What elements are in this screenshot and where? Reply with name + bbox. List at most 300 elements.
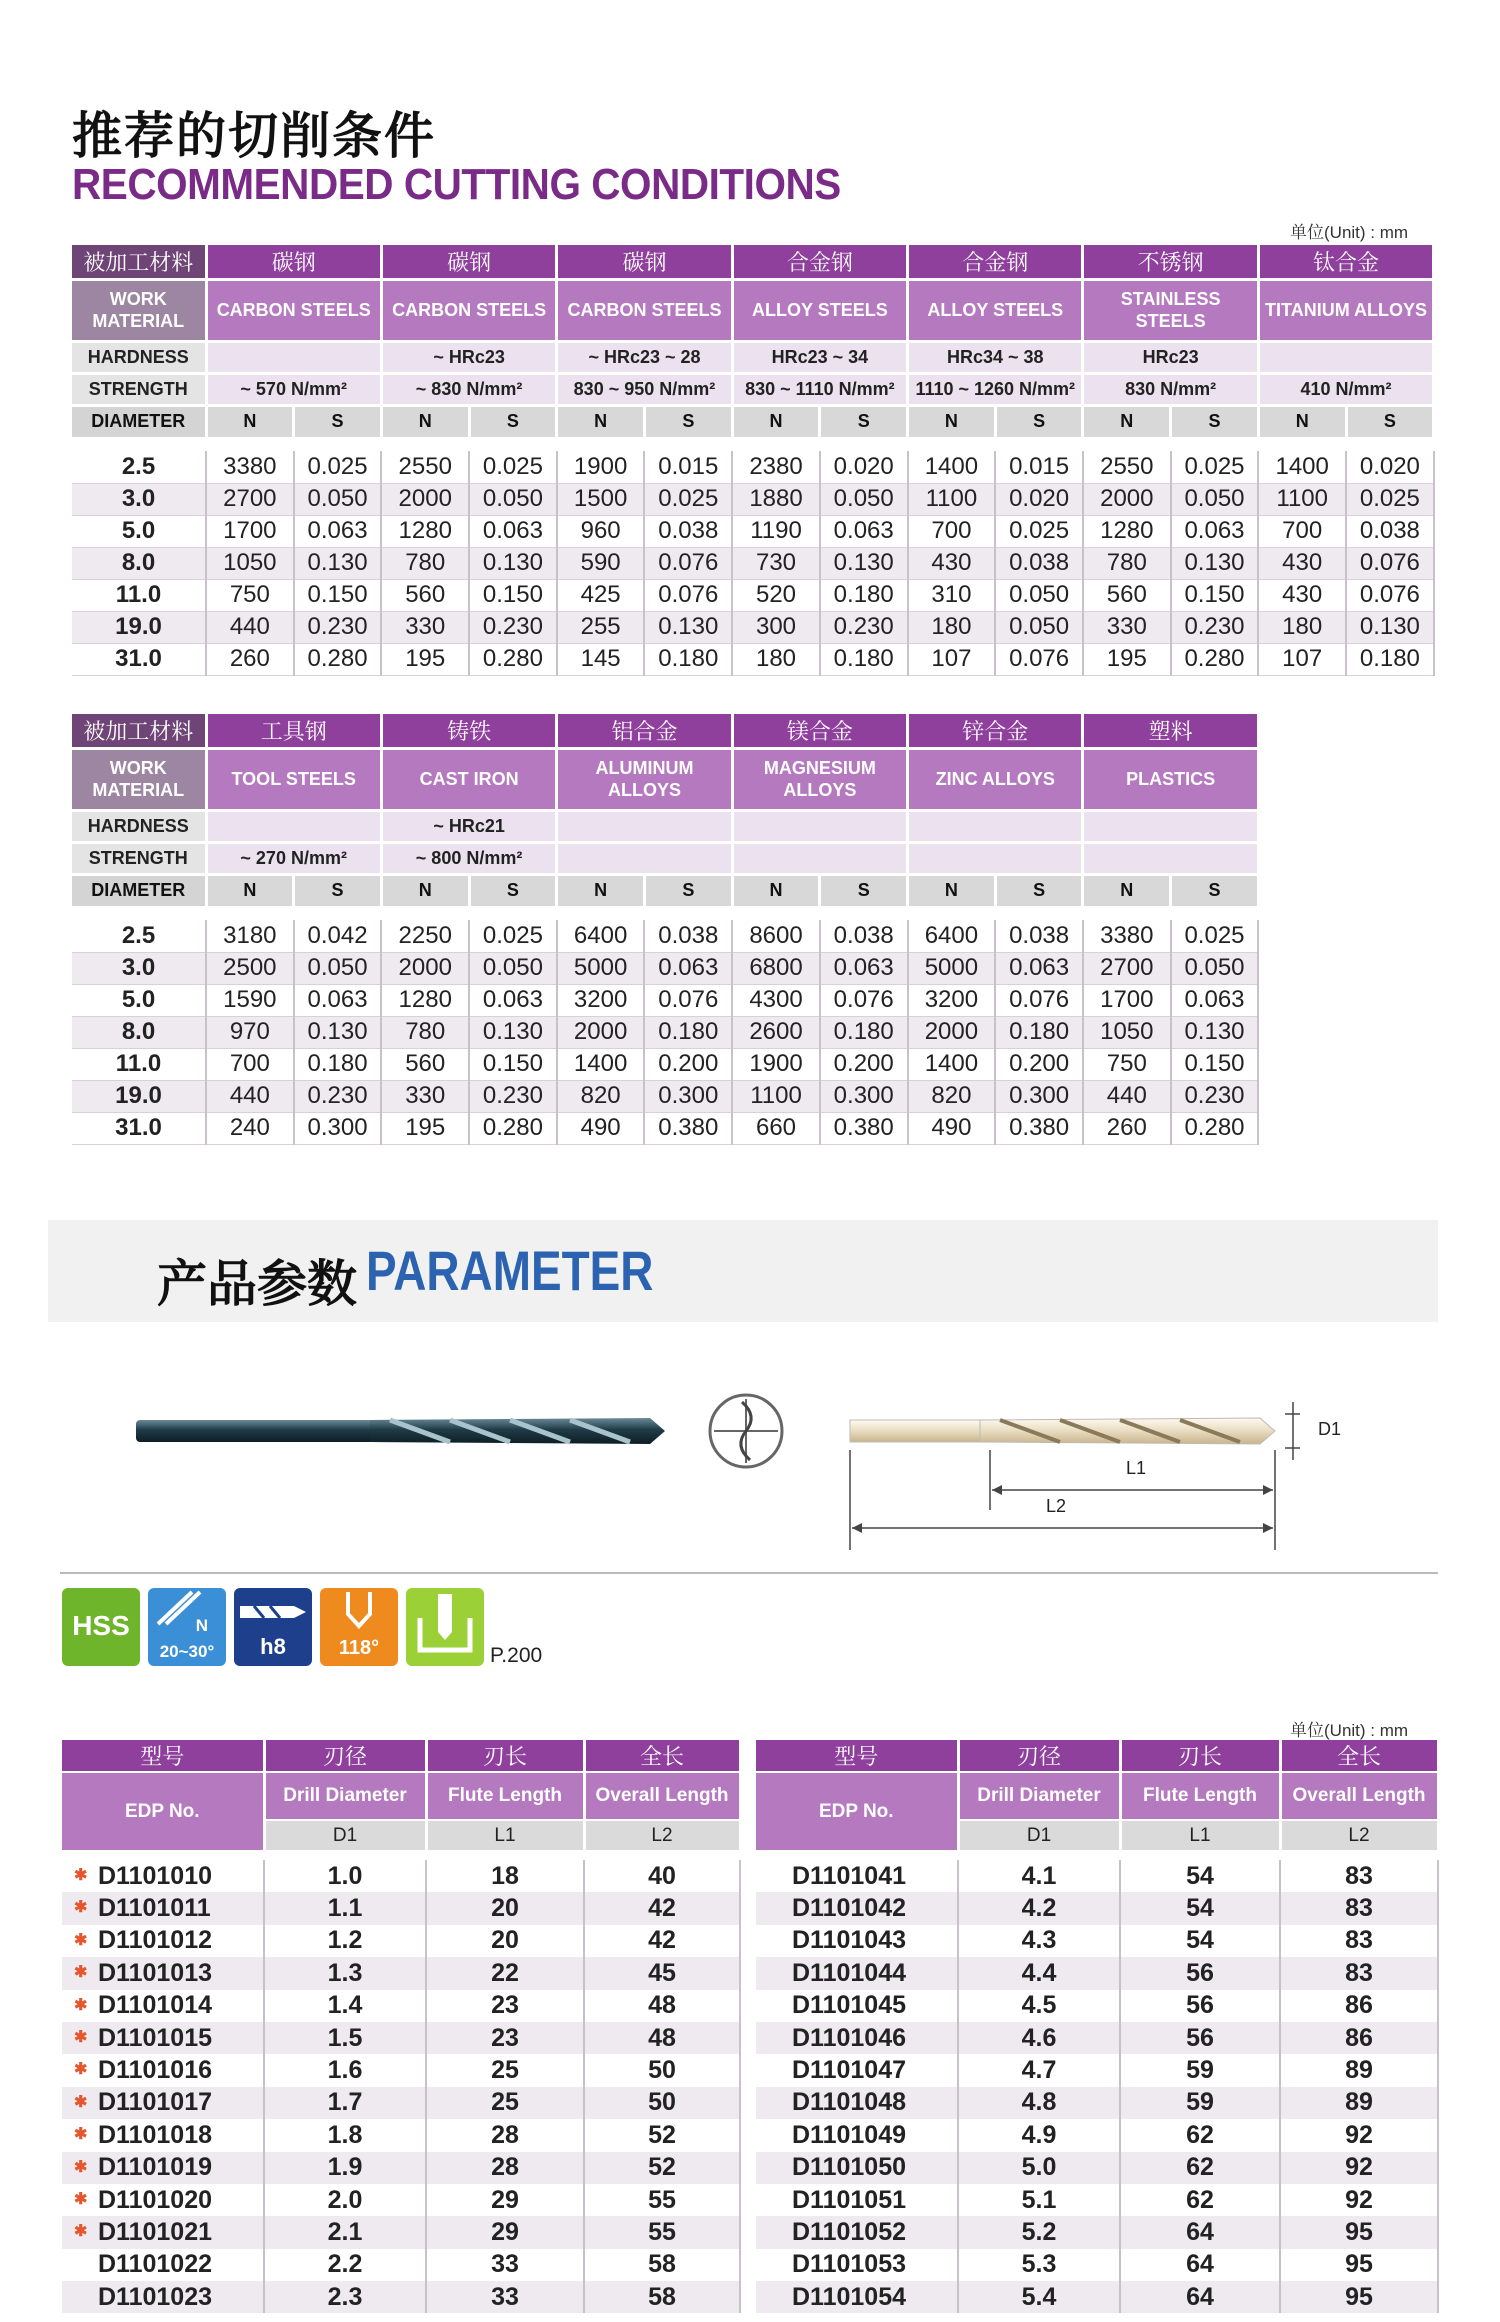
speed-value: 520 bbox=[732, 579, 820, 611]
s-header: S bbox=[644, 405, 732, 437]
material-en: CARBON STEELS bbox=[206, 279, 381, 341]
feed-value: 0.150 bbox=[1171, 579, 1259, 611]
diameter-value: 8.0 bbox=[72, 547, 206, 579]
stock-star-icon: ✱ bbox=[74, 2061, 88, 2079]
data-row bbox=[72, 984, 1258, 1016]
speed-value: 1050 bbox=[206, 547, 294, 579]
flute-length: 28 bbox=[426, 2119, 584, 2151]
speed-value: 195 bbox=[1083, 643, 1171, 675]
feed-value: 0.280 bbox=[1171, 643, 1259, 675]
stock-star-icon: ✱ bbox=[74, 2190, 88, 2208]
feed-value: 0.230 bbox=[294, 1080, 382, 1112]
speed-value: 260 bbox=[1083, 1112, 1171, 1144]
header-model_zh: 型号 bbox=[756, 1740, 958, 1772]
speed-value: 820 bbox=[908, 1080, 996, 1112]
flute-length: 23 bbox=[426, 2022, 584, 2054]
diameter-value: 3.0 bbox=[72, 483, 206, 515]
edp-number: D1101015 bbox=[98, 2023, 213, 2052]
feed-value: 0.130 bbox=[294, 1016, 382, 1048]
overall-length: 83 bbox=[1280, 1957, 1438, 1989]
feed-value: 0.063 bbox=[1171, 984, 1259, 1016]
material-zh: 铝合金 bbox=[557, 714, 732, 748]
edp-number: D1101019 bbox=[98, 2153, 213, 2182]
n-header: N bbox=[1083, 874, 1171, 906]
unit-label-2: 单位(Unit) : mm bbox=[1290, 1721, 1409, 1740]
header-overall_sym: L2 bbox=[1280, 1820, 1438, 1850]
speed-value: 590 bbox=[557, 547, 645, 579]
helix-n-label: N bbox=[195, 1616, 208, 1635]
drill-diameter: 4.2 bbox=[958, 1892, 1120, 1924]
material-en: CARBON STEELS bbox=[557, 279, 732, 341]
speed-value: 1700 bbox=[1083, 984, 1171, 1016]
edp-cell bbox=[62, 2054, 264, 2086]
material-zh: 合金钢 bbox=[732, 245, 907, 279]
feed-value: 0.230 bbox=[469, 611, 557, 643]
hardness-label: HARDNESS bbox=[72, 810, 206, 842]
header-edp: EDP No. bbox=[756, 1772, 958, 1850]
speed-value: 2000 bbox=[908, 1016, 996, 1048]
s-header: S bbox=[820, 874, 908, 906]
stock-star-icon: ✱ bbox=[74, 2223, 88, 2241]
feed-value: 0.050 bbox=[820, 483, 908, 515]
product-row bbox=[756, 1860, 1438, 1892]
feed-value: 0.076 bbox=[1346, 579, 1434, 611]
edp-number: D1101018 bbox=[98, 2120, 213, 2149]
header-zh-row bbox=[72, 714, 1258, 748]
feed-value: 0.063 bbox=[469, 984, 557, 1016]
s-header: S bbox=[469, 405, 557, 437]
speed-value: 440 bbox=[206, 611, 294, 643]
edp-number: D1101052 bbox=[792, 2217, 907, 2246]
product-row bbox=[62, 2152, 740, 2184]
overall-length: 83 bbox=[1280, 1925, 1438, 1957]
feed-value: 0.280 bbox=[1171, 1112, 1259, 1144]
speed-value: 240 bbox=[206, 1112, 294, 1144]
flute-length: 56 bbox=[1120, 1957, 1280, 1989]
edp-number: D1101010 bbox=[98, 1861, 213, 1890]
divider bbox=[60, 1572, 1438, 1574]
speed-value: 260 bbox=[206, 643, 294, 675]
hss-badge bbox=[62, 1588, 140, 1666]
feed-value: 0.230 bbox=[294, 611, 382, 643]
flute-length: 64 bbox=[1120, 2216, 1280, 2248]
product-row bbox=[62, 1990, 740, 2022]
overall-length: 83 bbox=[1280, 1892, 1438, 1924]
feed-value: 0.038 bbox=[644, 920, 732, 952]
feed-value: 0.230 bbox=[820, 611, 908, 643]
feed-value: 0.180 bbox=[820, 579, 908, 611]
edp-cell bbox=[756, 2249, 958, 2281]
header-edp: EDP No. bbox=[62, 1772, 264, 1850]
edp-cell bbox=[756, 1860, 958, 1892]
feed-value: 0.200 bbox=[644, 1048, 732, 1080]
speed-value: 2700 bbox=[206, 483, 294, 515]
drill-diameter: 1.2 bbox=[264, 1925, 426, 1957]
flute-length: 54 bbox=[1120, 1925, 1280, 1957]
drill-diameter: 5.3 bbox=[958, 2249, 1120, 2281]
drill-diagram bbox=[130, 1380, 1330, 1550]
unit-label: 单位(Unit) : mm bbox=[1290, 223, 1409, 242]
drill-tip-icon bbox=[710, 1395, 782, 1467]
header-flute_en: Flute Length bbox=[1120, 1772, 1280, 1820]
header-flute_zh: 刃长 bbox=[426, 1740, 584, 1772]
edp-cell bbox=[62, 2022, 264, 2054]
speed-value: 2500 bbox=[206, 952, 294, 984]
feed-value: 0.280 bbox=[294, 643, 382, 675]
diameter-value: 8.0 bbox=[72, 1016, 206, 1048]
edp-number: D1101042 bbox=[792, 1894, 907, 1923]
header-dia_en: Drill Diameter bbox=[264, 1772, 426, 1820]
feed-value: 0.063 bbox=[820, 515, 908, 547]
feed-value: 0.280 bbox=[469, 643, 557, 675]
flute-length: 29 bbox=[426, 2216, 584, 2248]
feed-value: 0.130 bbox=[1346, 611, 1434, 643]
n-header: N bbox=[557, 405, 645, 437]
cutting-table-1 bbox=[72, 245, 1435, 676]
feed-value: 0.180 bbox=[294, 1048, 382, 1080]
speed-value: 430 bbox=[908, 547, 996, 579]
speed-value: 1280 bbox=[381, 984, 469, 1016]
feed-value: 0.050 bbox=[469, 483, 557, 515]
speed-value: 1100 bbox=[1258, 483, 1346, 515]
flute-length: 29 bbox=[426, 2184, 584, 2216]
feed-value: 0.050 bbox=[469, 952, 557, 984]
edp-number: D1101051 bbox=[792, 2185, 907, 2214]
feed-value: 0.130 bbox=[469, 1016, 557, 1048]
speed-value: 255 bbox=[557, 611, 645, 643]
speed-value: 2000 bbox=[1083, 483, 1171, 515]
feed-value: 0.130 bbox=[294, 547, 382, 579]
speed-value: 1400 bbox=[1258, 451, 1346, 483]
drill-diameter: 5.2 bbox=[958, 2216, 1120, 2248]
speed-value: 1190 bbox=[732, 515, 820, 547]
drill-diameter: 4.3 bbox=[958, 1925, 1120, 1957]
speed-value: 1900 bbox=[732, 1048, 820, 1080]
speed-value: 820 bbox=[557, 1080, 645, 1112]
speed-value: 2000 bbox=[557, 1016, 645, 1048]
product-row bbox=[62, 1925, 740, 1957]
product-row bbox=[62, 1957, 740, 1989]
material-en: ALLOY STEELS bbox=[908, 279, 1083, 341]
feed-value: 0.150 bbox=[294, 579, 382, 611]
cutting-table-2 bbox=[72, 714, 1260, 1145]
spacer-row bbox=[756, 1850, 1438, 1860]
material-en: ZINC ALLOYS bbox=[908, 748, 1083, 810]
product-row bbox=[62, 2087, 740, 2119]
edp-cell bbox=[62, 2281, 264, 2313]
speed-value: 6400 bbox=[557, 920, 645, 952]
diameter-value: 3.0 bbox=[72, 952, 206, 984]
drill-diameter: 4.7 bbox=[958, 2054, 1120, 2086]
data-row bbox=[72, 952, 1258, 984]
edp-number: D1101048 bbox=[792, 2088, 907, 2117]
material-zh: 不锈钢 bbox=[1083, 245, 1258, 279]
material-en: ALUMINUM ALLOYS bbox=[557, 748, 732, 810]
feed-value: 0.025 bbox=[469, 920, 557, 952]
stock-star-icon: ✱ bbox=[74, 2158, 88, 2176]
spacer-row bbox=[72, 437, 1434, 451]
material-en: STAINLESS STEELS bbox=[1083, 279, 1258, 341]
product-table-right bbox=[756, 1740, 1440, 2313]
product-row bbox=[62, 2022, 740, 2054]
edp-cell bbox=[62, 1860, 264, 1892]
flute-length: 25 bbox=[426, 2054, 584, 2086]
overall-length: 86 bbox=[1280, 2022, 1438, 2054]
speed-value: 1280 bbox=[381, 515, 469, 547]
feed-value: 0.038 bbox=[820, 920, 908, 952]
hardness-value: HRc23 ~ 34 bbox=[732, 341, 907, 373]
speed-value: 330 bbox=[381, 611, 469, 643]
feed-value: 0.300 bbox=[995, 1080, 1083, 1112]
material-zh: 铸铁 bbox=[381, 714, 556, 748]
strength-value: 1110 ~ 1260 N/mm² bbox=[908, 373, 1083, 405]
s-header: S bbox=[644, 874, 732, 906]
feed-value: 0.230 bbox=[1171, 611, 1259, 643]
product-header-en bbox=[756, 1772, 1438, 1820]
spacer-row bbox=[72, 906, 1258, 920]
work-material-en: WORK MATERIAL bbox=[72, 748, 206, 810]
flute-length: 59 bbox=[1120, 2087, 1280, 2119]
data-row bbox=[72, 515, 1434, 547]
edp-cell bbox=[756, 2281, 958, 2313]
speed-value: 430 bbox=[1258, 547, 1346, 579]
overall-length: 55 bbox=[584, 2184, 740, 2216]
strength-value bbox=[557, 842, 732, 874]
overall-length: 89 bbox=[1280, 2087, 1438, 2119]
flute-length: 28 bbox=[426, 2152, 584, 2184]
material-zh: 镁合金 bbox=[732, 714, 907, 748]
feed-value: 0.050 bbox=[995, 611, 1083, 643]
material-zh: 钛合金 bbox=[1258, 245, 1433, 279]
feed-value: 0.076 bbox=[644, 984, 732, 1016]
diameter-value: 31.0 bbox=[72, 643, 206, 675]
n-header: N bbox=[381, 405, 469, 437]
flute-length: 20 bbox=[426, 1925, 584, 1957]
product-row bbox=[756, 2216, 1438, 2248]
strength-value: ~ 800 N/mm² bbox=[381, 842, 556, 874]
edp-number: D1101050 bbox=[792, 2153, 907, 2182]
spacer-row bbox=[62, 1850, 740, 1860]
feed-value: 0.076 bbox=[1346, 547, 1434, 579]
edp-number: D1101017 bbox=[98, 2088, 213, 2117]
header-overall_en: Overall Length bbox=[584, 1772, 740, 1820]
overall-length: 40 bbox=[584, 1860, 740, 1892]
work-material-zh: 被加工材料 bbox=[72, 714, 206, 748]
material-zh: 碳钢 bbox=[557, 245, 732, 279]
product-header-zh bbox=[756, 1740, 1438, 1772]
strength-value: 830 ~ 950 N/mm² bbox=[557, 373, 732, 405]
point-angle-badge bbox=[320, 1588, 398, 1666]
overall-length: 48 bbox=[584, 1990, 740, 2022]
product-row bbox=[756, 2022, 1438, 2054]
diameter-value: 2.5 bbox=[72, 920, 206, 952]
speed-value: 330 bbox=[381, 1080, 469, 1112]
stock-star-icon: ✱ bbox=[74, 1964, 88, 1982]
edp-number: D1101049 bbox=[792, 2120, 907, 2149]
speed-value: 107 bbox=[908, 643, 996, 675]
n-header: N bbox=[732, 405, 820, 437]
speed-value: 660 bbox=[732, 1112, 820, 1144]
speed-value: 560 bbox=[381, 1048, 469, 1080]
feed-value: 0.015 bbox=[644, 451, 732, 483]
edp-cell bbox=[756, 2119, 958, 2151]
speed-value: 145 bbox=[557, 643, 645, 675]
feed-value: 0.150 bbox=[1171, 1048, 1259, 1080]
feed-value: 0.050 bbox=[294, 952, 382, 984]
feed-value: 0.038 bbox=[1346, 515, 1434, 547]
edp-cell bbox=[756, 1892, 958, 1924]
hardness-value bbox=[206, 810, 381, 842]
overall-length: 52 bbox=[584, 2152, 740, 2184]
speed-value: 1280 bbox=[1083, 515, 1171, 547]
flute-length: 54 bbox=[1120, 1860, 1280, 1892]
feed-value: 0.280 bbox=[469, 1112, 557, 1144]
helix-icon bbox=[148, 1588, 226, 1628]
speed-value: 700 bbox=[908, 515, 996, 547]
diameter-value: 11.0 bbox=[72, 579, 206, 611]
drill-diameter: 1.4 bbox=[264, 1990, 426, 2022]
flute-length: 56 bbox=[1120, 1990, 1280, 2022]
strength-value: 830 N/mm² bbox=[1083, 373, 1258, 405]
stock-star-icon: ✱ bbox=[74, 2093, 88, 2111]
speed-value: 330 bbox=[1083, 611, 1171, 643]
s-header: S bbox=[1346, 405, 1434, 437]
feed-value: 0.380 bbox=[995, 1112, 1083, 1144]
speed-value: 1400 bbox=[557, 1048, 645, 1080]
drill-diameter: 5.1 bbox=[958, 2184, 1120, 2216]
edp-number: D1101046 bbox=[792, 2023, 907, 2052]
n-header: N bbox=[557, 874, 645, 906]
drill-diameter: 2.2 bbox=[264, 2249, 426, 2281]
strength-value: 410 N/mm² bbox=[1258, 373, 1433, 405]
s-header: S bbox=[820, 405, 908, 437]
header-flute_sym: L1 bbox=[426, 1820, 584, 1850]
speed-value: 3380 bbox=[206, 451, 294, 483]
drill-diameter: 1.1 bbox=[264, 1892, 426, 1924]
s-header: S bbox=[995, 874, 1083, 906]
feed-value: 0.180 bbox=[644, 1016, 732, 1048]
data-row bbox=[72, 643, 1434, 675]
data-row bbox=[72, 1016, 1258, 1048]
flute-length: 62 bbox=[1120, 2152, 1280, 2184]
speed-value: 1100 bbox=[732, 1080, 820, 1112]
stock-star-icon: ✱ bbox=[74, 1899, 88, 1917]
speed-value: 3200 bbox=[557, 984, 645, 1016]
product-row bbox=[62, 2216, 740, 2248]
feed-value: 0.380 bbox=[820, 1112, 908, 1144]
speed-value: 1900 bbox=[557, 451, 645, 483]
header-dia_sym: D1 bbox=[264, 1820, 426, 1850]
data-row bbox=[72, 1048, 1258, 1080]
product-row bbox=[756, 1925, 1438, 1957]
drill-diameter: 2.1 bbox=[264, 2216, 426, 2248]
data-row bbox=[72, 1112, 1258, 1144]
drill-diameter: 4.8 bbox=[958, 2087, 1120, 2119]
product-row bbox=[62, 1892, 740, 1924]
speed-value: 6800 bbox=[732, 952, 820, 984]
edp-number: D1101011 bbox=[98, 1894, 211, 1923]
edp-cell bbox=[62, 1957, 264, 1989]
feed-value: 0.025 bbox=[1171, 920, 1259, 952]
feed-value: 0.020 bbox=[1346, 451, 1434, 483]
feed-value: 0.300 bbox=[820, 1080, 908, 1112]
overall-length: 52 bbox=[584, 2119, 740, 2151]
feed-value: 0.230 bbox=[469, 1080, 557, 1112]
feed-value: 0.063 bbox=[995, 952, 1083, 984]
diameter-value: 5.0 bbox=[72, 984, 206, 1016]
product-header-en bbox=[62, 1772, 740, 1820]
n-header: N bbox=[908, 874, 996, 906]
feed-value: 0.180 bbox=[995, 1016, 1083, 1048]
flute-length: 56 bbox=[1120, 2022, 1280, 2054]
product-row bbox=[62, 2054, 740, 2086]
diameter-value: 31.0 bbox=[72, 1112, 206, 1144]
feed-value: 0.015 bbox=[995, 451, 1083, 483]
edp-cell bbox=[62, 2119, 264, 2151]
point-angle-label: 118° bbox=[338, 1637, 380, 1659]
overall-length: 95 bbox=[1280, 2216, 1438, 2248]
edp-number: D1101013 bbox=[98, 1958, 213, 1987]
diameter-row bbox=[72, 874, 1258, 906]
drill-diameter: 4.5 bbox=[958, 1990, 1120, 2022]
edp-cell bbox=[62, 2184, 264, 2216]
data-row bbox=[72, 547, 1434, 579]
product-header-zh bbox=[62, 1740, 740, 1772]
n-header: N bbox=[206, 874, 294, 906]
drill-diameter: 1.6 bbox=[264, 2054, 426, 2086]
speed-value: 1700 bbox=[206, 515, 294, 547]
hardness-value bbox=[206, 341, 381, 373]
product-row bbox=[756, 2152, 1438, 2184]
header-model_zh: 型号 bbox=[62, 1740, 264, 1772]
stock-star-icon: ✱ bbox=[74, 2126, 88, 2144]
edp-number: D1101014 bbox=[98, 1991, 213, 2020]
d1-label: D1 bbox=[1318, 1419, 1342, 1439]
stock-star-icon: ✱ bbox=[74, 2028, 88, 2046]
page-title-en: RECOMMENDED CUTTING CONDITIONS bbox=[72, 160, 841, 209]
flute-length: 18 bbox=[426, 1860, 584, 1892]
header-dia_zh: 刃径 bbox=[264, 1740, 426, 1772]
overall-length: 50 bbox=[584, 2054, 740, 2086]
speed-value: 8600 bbox=[732, 920, 820, 952]
feed-value: 0.180 bbox=[820, 643, 908, 675]
feed-value: 0.050 bbox=[294, 483, 382, 515]
edp-number: D1101045 bbox=[792, 1991, 907, 2020]
flute-length: 25 bbox=[426, 2087, 584, 2119]
drill-diameter: 5.4 bbox=[958, 2281, 1120, 2313]
n-header: N bbox=[732, 874, 820, 906]
overall-length: 86 bbox=[1280, 1990, 1438, 2022]
strength-value: ~ 830 N/mm² bbox=[381, 373, 556, 405]
speed-value: 2550 bbox=[381, 451, 469, 483]
edp-number: D1101047 bbox=[792, 2056, 907, 2085]
overall-length: 95 bbox=[1280, 2281, 1438, 2313]
speed-value: 780 bbox=[381, 547, 469, 579]
speed-value: 180 bbox=[908, 611, 996, 643]
l2-label: L2 bbox=[1046, 1496, 1067, 1516]
speed-value: 440 bbox=[1083, 1080, 1171, 1112]
feed-value: 0.180 bbox=[1346, 643, 1434, 675]
speed-value: 310 bbox=[908, 579, 996, 611]
edp-cell bbox=[756, 2087, 958, 2119]
overall-length: 92 bbox=[1280, 2119, 1438, 2151]
page-title-zh: 推荐的切削条件 bbox=[72, 107, 436, 165]
drill-dimension-drawing bbox=[850, 1402, 1300, 1550]
speed-value: 4300 bbox=[732, 984, 820, 1016]
n-header: N bbox=[908, 405, 996, 437]
feed-value: 0.063 bbox=[469, 515, 557, 547]
feed-value: 0.230 bbox=[1171, 1080, 1259, 1112]
